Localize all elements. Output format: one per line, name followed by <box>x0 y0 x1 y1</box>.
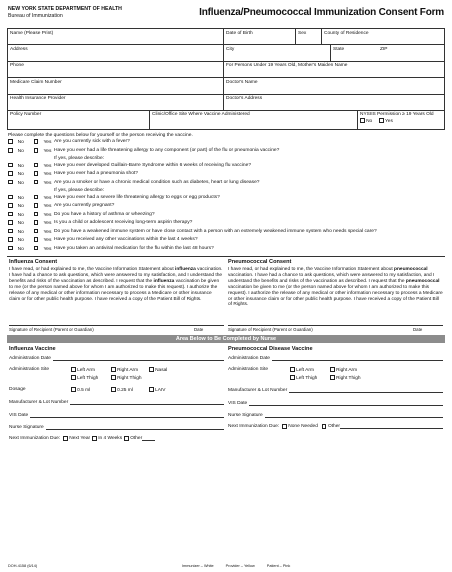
pneumococcal-consent-text: I have read, or had explained to me, the Vaccine Information Statement about pneumococcal vaccination. I have had a chance to ask questions, which were answered to my satisfaction, and I understand the benefits and risks of the vaccination as described. I request that the pneumococcal vaccination be given to me (or the person named above for whom I am authorized to make this request). I authorize the release of any medical or other information necessary to process a Medicare or other insurance claim or for other public health purpose. I have received a copy of the Patient Bill of Rights. <box>228 267 443 308</box>
medicare-field[interactable]: Medicare Claim Number <box>8 78 224 93</box>
dose-0-5ml-checkbox[interactable] <box>71 387 76 392</box>
yes-checkbox[interactable] <box>34 246 39 251</box>
nysiis-no-label: No <box>366 118 373 124</box>
flu-site-right-thigh-checkbox[interactable] <box>111 375 116 380</box>
no-checkbox[interactable] <box>8 163 13 168</box>
dob-field[interactable]: Date of Birth <box>224 29 296 44</box>
dosage-label: Dosage <box>9 387 26 393</box>
yes-label: Yes <box>43 238 52 244</box>
zip-field[interactable]: ZIP <box>380 46 388 52</box>
yes-checkbox[interactable] <box>34 139 39 144</box>
no-label: No <box>17 195 24 201</box>
pneumo-vis-date-label: VIS Date <box>228 400 248 406</box>
question-text: Have you ever had a pneumonia shot? <box>54 171 139 177</box>
policy-number-field[interactable]: Policy Number <box>8 111 150 129</box>
no-checkbox[interactable] <box>8 148 13 153</box>
pneumococcal-vaccine-heading: Pneumococcal Disease Vaccine <box>228 346 313 353</box>
yes-no-options <box>8 229 54 236</box>
flu-nurse-signature-label: Nurse Signature <box>9 424 44 430</box>
no-label: No <box>17 204 24 210</box>
no-checkbox[interactable] <box>8 229 13 234</box>
question-row <box>8 163 444 170</box>
yes-no-options <box>8 163 54 170</box>
yes-no-options <box>8 195 54 202</box>
question-text: Have you ever developed Guillain-Barre Syndrome within 6 weeks of receiving flu vaccine? <box>54 162 252 168</box>
question-row <box>8 246 444 253</box>
form-footer <box>8 564 444 568</box>
question-text: Have you received any other vaccinations within the last 4 weeks? <box>54 237 198 243</box>
pneumococcal-consent <box>226 260 445 309</box>
no-checkbox[interactable] <box>8 246 13 251</box>
nysiis-no-checkbox[interactable] <box>360 118 365 123</box>
no-label: No <box>17 212 24 218</box>
question-row <box>8 212 444 219</box>
dose-0-25ml[interactable]: 0.25 ml <box>111 387 149 393</box>
yes-checkbox[interactable] <box>34 229 39 234</box>
flu-lot-label: Manufacturer & Lot Number <box>9 400 69 406</box>
flu-site-left-thigh-checkbox[interactable] <box>71 375 76 380</box>
pneumo-site-left-thigh-checkbox[interactable] <box>290 375 295 380</box>
pneumo-other-input[interactable] <box>340 424 443 429</box>
flu-lot-input[interactable] <box>70 400 224 405</box>
questions-intro: Please complete the questions below for yourself or the person receiving the vaccine. <box>8 132 193 138</box>
dose-laiv-checkbox[interactable] <box>149 387 154 392</box>
no-checkbox[interactable] <box>8 139 13 144</box>
yes-label: Yes <box>43 229 52 235</box>
screening-questions <box>7 130 445 253</box>
yes-label: Yes <box>43 180 52 186</box>
nysiis-label: NYSIIS Permission ≥ 19 Years Old <box>360 111 434 117</box>
flu-other-input[interactable] <box>142 436 155 441</box>
copy-patient: Patient – Pink <box>266 564 291 568</box>
yes-label: Yes <box>43 212 52 218</box>
yes-label: Yes <box>43 163 52 169</box>
no-checkbox[interactable] <box>8 203 13 208</box>
yes-no-options <box>8 180 54 187</box>
no-checkbox[interactable] <box>8 180 13 185</box>
yes-label: Yes <box>43 140 52 146</box>
pneumo-admin-date-input[interactable] <box>272 356 443 361</box>
copy-immunizer: Immunizer – White <box>182 564 214 568</box>
question-text: Do you have a history of asthma or wheezing? <box>54 211 155 217</box>
flu-site-nasal[interactable]: Nasal <box>149 367 183 373</box>
question-row <box>8 203 444 210</box>
flu-admin-date-input[interactable] <box>53 356 224 361</box>
yes-checkbox[interactable] <box>34 148 39 153</box>
no-label: No <box>17 148 24 154</box>
signature-row <box>7 325 445 332</box>
no-label: No <box>17 180 24 186</box>
department-name: NEW YORK STATE DEPARTMENT OF HEALTH <box>8 6 122 12</box>
pneumo-other-checkbox[interactable] <box>322 424 327 429</box>
pneumo-admin-site-label: Administration Site <box>228 367 268 373</box>
question-text: Are you currently pregnant? <box>54 203 115 209</box>
yes-checkbox[interactable] <box>34 163 39 168</box>
none-needed-label: None Needed <box>288 424 318 430</box>
flu-vis-date-input[interactable] <box>30 413 224 418</box>
influenza-vaccine-heading: Influenza Vaccine <box>9 346 56 353</box>
question-row <box>8 237 444 244</box>
pneumo-lot-label: Manufacturer & Lot Number <box>228 388 288 394</box>
flu-admin-site <box>9 367 224 381</box>
no-checkbox[interactable] <box>8 220 13 225</box>
question-text: Have you taken an antiviral medication for the flu within the last 48 hours? <box>54 245 214 251</box>
form-code: DOH-4158 (6/14) <box>8 564 38 568</box>
dose-0-25ml-checkbox[interactable] <box>111 387 116 392</box>
pneumococcal-vaccine-block <box>226 346 445 441</box>
pneumo-signature-label: Signature of Recipient (Parent or Guardian) <box>228 327 313 333</box>
no-label: No <box>17 238 24 244</box>
yes-checkbox[interactable] <box>34 195 39 200</box>
yes-label: Yes <box>43 246 52 252</box>
question-row <box>8 171 444 178</box>
nysiis-yes-checkbox[interactable] <box>379 118 384 123</box>
copy-provider: Provider – Yellow <box>225 564 255 568</box>
yes-checkbox[interactable] <box>34 220 39 225</box>
sex-field[interactable]: Sex <box>296 29 322 44</box>
no-checkbox[interactable] <box>8 195 13 200</box>
flu-next-immunization <box>9 436 224 441</box>
yes-no-options <box>8 139 54 146</box>
no-checkbox[interactable] <box>8 212 13 217</box>
yes-no-options <box>8 212 54 219</box>
pneumo-site-right-arm-checkbox[interactable] <box>330 367 335 372</box>
flu-site-nasal-checkbox[interactable] <box>149 367 154 372</box>
nurse-section-banner: Area Below to Be Completed by Nurse <box>7 335 445 343</box>
pneumo-signature-line[interactable] <box>228 325 443 332</box>
flu-next-label: Next Immunization Due: <box>9 436 61 442</box>
next-year-checkbox[interactable] <box>63 436 68 441</box>
yes-checkbox[interactable] <box>34 171 39 176</box>
pneumo-site-right-thigh-checkbox[interactable] <box>330 375 335 380</box>
question-list <box>8 139 444 252</box>
pneumo-date-label: Date <box>413 327 423 333</box>
flu-date-label: Date <box>194 327 204 333</box>
if-yes-describe[interactable]: If yes, please describe: <box>54 155 105 161</box>
flu-signature-line[interactable] <box>9 325 224 332</box>
pneumo-vis-date-input[interactable] <box>249 401 443 406</box>
yes-checkbox[interactable] <box>34 212 39 217</box>
form-title: Influenza/Pneumococcal Immunization Consent Form <box>199 7 444 18</box>
yes-no-options <box>8 171 54 178</box>
influenza-consent-heading: Influenza Consent <box>9 258 58 265</box>
question-row <box>8 148 444 155</box>
state-field[interactable]: State <box>333 46 345 52</box>
city-field[interactable]: City <box>224 45 331 60</box>
flu-admin-site-label: Administration Site <box>9 367 49 373</box>
pneumo-site-left-arm[interactable]: Left Arm <box>290 367 330 373</box>
dose-laiv[interactable]: LAIV <box>149 387 183 393</box>
flu-site-left-arm-checkbox[interactable] <box>71 367 76 372</box>
bureau-name: Bureau of Immunization <box>8 13 63 19</box>
question-text: Are you currently sick with a fever? <box>54 139 130 145</box>
address-field[interactable]: Address <box>8 45 224 60</box>
question-text: Do you have a weakened immune system or have close contact with a person with an extremely weakened immune system who needs special care? <box>54 228 377 234</box>
doctor-name-field[interactable]: Doctor's Name <box>226 79 258 85</box>
pneumo-other-label: Other <box>327 424 340 430</box>
flu-site-right-arm[interactable]: Right Arm <box>111 367 149 373</box>
question-text: Are you a smoker or have a chronic medical condition such as diabetes, heart or lung disease? <box>54 179 260 185</box>
yes-label: Yes <box>43 204 52 210</box>
pneumococcal-consent-heading: Pneumococcal Consent <box>228 258 292 265</box>
pneumo-admin-site <box>228 367 443 381</box>
name-field[interactable]: Name (Please Print) <box>8 29 224 44</box>
yes-no-options <box>8 220 54 227</box>
yes-label: Yes <box>43 148 52 154</box>
yes-checkbox[interactable] <box>34 203 39 208</box>
yes-label: Yes <box>43 221 52 227</box>
question-row <box>8 195 444 202</box>
no-label: No <box>17 246 24 252</box>
yes-checkbox[interactable] <box>34 180 39 185</box>
flu-nurse-signature-input[interactable] <box>46 425 224 430</box>
influenza-consent <box>7 260 226 309</box>
question-text: Have you ever had a life threatening allergy to any component (or part) of the flu or pneumonia vaccine? <box>54 147 280 153</box>
nurse-section <box>7 343 445 441</box>
form-header <box>7 6 445 28</box>
consent-section <box>7 256 445 309</box>
flu-site-left-arm[interactable]: Left Arm <box>71 367 111 373</box>
no-checkbox[interactable] <box>8 171 13 176</box>
flu-signature-label: Signature of Recipient (Parent or Guardian) <box>9 327 94 333</box>
no-label: No <box>17 140 24 146</box>
patient-info-grid <box>7 28 445 130</box>
flu-other-checkbox[interactable] <box>124 436 129 441</box>
no-label: No <box>17 221 24 227</box>
influenza-vaccine-block <box>7 346 226 441</box>
no-checkbox[interactable] <box>8 237 13 242</box>
yes-no-options <box>8 237 54 244</box>
nysiis-permission <box>358 111 444 129</box>
yes-label: Yes <box>43 172 52 178</box>
pneumo-next-label: Next Immunization Due: <box>228 424 280 430</box>
yes-no-options <box>8 148 54 155</box>
pneumo-site-right-thigh[interactable]: Right Thigh <box>330 375 370 381</box>
pneumo-site-right-arm[interactable]: Right Arm <box>330 367 370 373</box>
flu-site-left-thigh[interactable]: Left Thigh <box>71 375 111 381</box>
none-needed-checkbox[interactable] <box>282 424 287 429</box>
pneumo-site-left-thigh[interactable]: Left Thigh <box>290 375 330 381</box>
question-row <box>8 139 444 146</box>
phone-field[interactable]: Phone <box>8 62 224 77</box>
flu-vis-date-label: VIS Date <box>9 412 29 418</box>
nysiis-yes-label: Yes <box>385 118 393 124</box>
yes-no-options <box>8 203 54 210</box>
pneumo-admin-date-label: Administration Date <box>228 356 270 362</box>
in-4-weeks-checkbox[interactable] <box>92 436 97 441</box>
flu-site-right-thigh[interactable]: Right Thigh <box>111 375 149 381</box>
pneumo-nurse-signature-label: Nurse Signature <box>228 412 263 418</box>
insurance-provider-field[interactable]: Health Insurance Provider <box>8 95 224 110</box>
doctor-address-field[interactable]: Doctor's Address <box>226 96 263 102</box>
question-text: Is you a child or adolescent receiving long-term aspirin therapy? <box>54 220 193 226</box>
if-yes-describe[interactable]: If yes, please describe: <box>54 187 105 193</box>
yes-label: Yes <box>43 195 52 201</box>
dose-0-5ml[interactable]: 0.5 ml <box>71 387 111 393</box>
in-4-weeks-label: In 4 Weeks <box>98 436 123 442</box>
influenza-consent-text: I have read, or had explained to me, the Vaccine Information Statement about influenza vaccination. I have had a chance to ask questions, which were answered to my satisfaction, and I understand the benefits and risks of the vaccination as described. I request that the influenza vaccination be given to me (or the person named above for whom I am authorized to make this request). I authorize the release of any medical or other information necessary to process a Medicare or other insurance claim or for other public health purpose. I have received a copy of the Patient Bill of Rights. <box>9 267 223 302</box>
flu-other-label: Other <box>130 436 143 442</box>
maiden-name-field[interactable]: For Persons Under 19 Years Old, Mother's Maiden Name <box>226 63 348 69</box>
county-field[interactable]: County of Residence <box>324 30 369 36</box>
no-label: No <box>17 163 24 169</box>
pneumo-nurse-signature-input[interactable] <box>265 413 443 418</box>
no-label: No <box>17 229 24 235</box>
flu-site-right-arm-checkbox[interactable] <box>111 367 116 372</box>
flu-admin-date-label: Administration Date <box>9 356 51 362</box>
question-text: Have you ever had a severe life threatening allergy to eggs or egg products? <box>54 194 220 200</box>
pneumo-lot-input[interactable] <box>289 388 443 393</box>
clinic-site-field[interactable]: Clinic/Office Site Where Vaccine Administered <box>150 111 358 129</box>
pneumo-site-left-arm-checkbox[interactable] <box>290 367 295 372</box>
no-label: No <box>17 172 24 178</box>
question-row <box>8 180 444 187</box>
yes-no-options <box>8 246 54 253</box>
pneumo-next-immunization <box>228 424 443 429</box>
question-row <box>8 229 444 236</box>
next-year-label: Next Year <box>69 436 91 442</box>
yes-checkbox[interactable] <box>34 237 39 242</box>
flu-dosage <box>9 387 224 393</box>
question-row <box>8 220 444 227</box>
